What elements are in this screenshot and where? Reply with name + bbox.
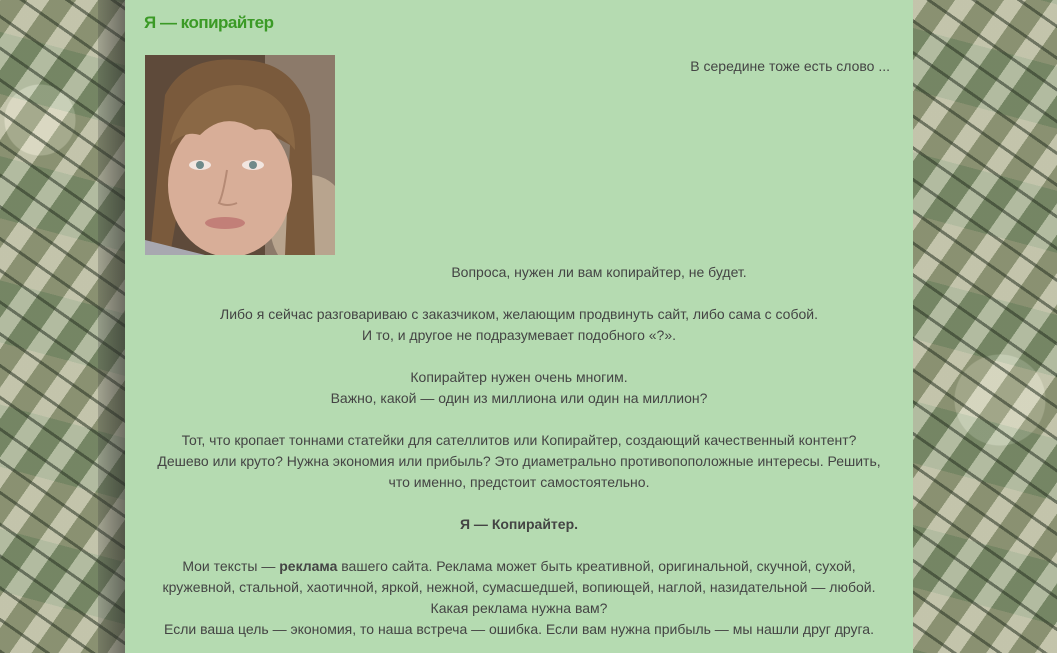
article-body [145, 262, 893, 653]
text-line: что именно, предстоит самостоятельно. [388, 474, 650, 490]
paragraph-ads [145, 556, 893, 640]
paragraph-question: Вопроса, нужен ли вам копирайтер, не будет. [451, 264, 747, 280]
text-line: Либо я сейчас разговариваю с заказчиком, желающим продвинуть сайт, либо сама с собой. [220, 306, 818, 322]
main-content [125, 0, 913, 653]
portrait-image [145, 55, 335, 255]
paragraph-choice [145, 430, 893, 493]
text-line: Какая реклама нужна вам? [430, 600, 608, 616]
bold-word: реклама [279, 558, 338, 574]
text-line: Если ваша цель — экономия, то наша встреча — ошибка. Если вам нужна прибыль — мы нашли друг друга. [164, 621, 874, 637]
text-line: вашего сайта. Реклама может быть креативной, оригинальной, скучной, сухой, [337, 558, 856, 574]
text-line: кружевной, стальной, хаотичной, яркой, нежной, сумасшедшей, вопиющей, наглой, назидательной — любой. [162, 579, 876, 595]
background-shadow [98, 0, 125, 653]
paragraph-dialogue [145, 304, 893, 346]
text-line: Тот, что кропает тоннами статейки для сателлитов или Копирайтер, создающий качественный контент? [181, 432, 857, 448]
intro-text: В середине тоже есть слово ... [690, 58, 890, 74]
text-line: Мои тексты — [182, 558, 280, 574]
paragraph-need [145, 367, 893, 409]
text-line: Дешево или круто? Нужна экономия или прибыль? Это диаметрально противопоположные интересы. Решить, [157, 453, 881, 469]
text-line: Копирайтер нужен очень многим. [410, 369, 628, 385]
text-line: Важно, какой — один из миллиона или один на миллион? [330, 390, 708, 406]
copywriter-heading: Я — Копирайтер. [459, 516, 579, 532]
author-photo [145, 55, 335, 255]
page-title: Я — копирайтер [144, 13, 274, 32]
text-line: И то, и другое не подразумевает подобного «?». [361, 327, 677, 343]
